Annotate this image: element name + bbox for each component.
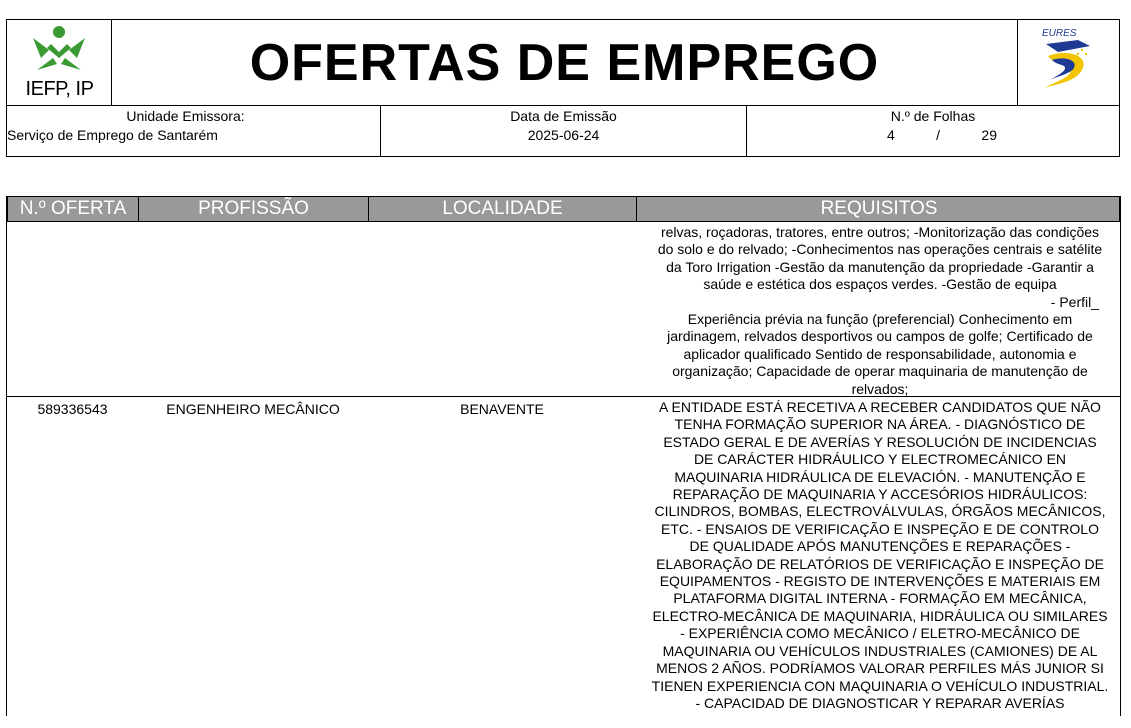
requisitos-line: saúde e estética dos espaços verdes. -Gestão de equipa [703,276,1057,293]
table-row [7,222,1120,397]
requisitos-line: A ENTIDADE ESTÁ RECETIVA A RECEBER CANDIDATOS QUE NÃO [659,399,1101,415]
requisitos-line: DE CARÁCTER HIDRÁULICO Y ELECTROMECÁNICO EN [693,451,1067,468]
requisitos-line: DE QUALIDADE APÓS MANUTENÇÕES E REPARAÇÕES - [689,538,1071,555]
requisitos-line: do solo e do relvado; -Conhecimentos nas operações centrais e satélite [657,241,1103,258]
requisitos-cell [641,399,1119,712]
table-row [7,397,1120,717]
metadata-row [7,105,1119,157]
numero-folhas-value [887,127,997,143]
folha-total: 29 [981,127,997,143]
unidade-emissora-cell [7,106,381,157]
requisitos-line: TENHA FORMAÇÃO SUPERIOR NA ÁREA. - DIAGNÓSTICO DE [674,416,1086,433]
numero-folhas-label: N.º de Folhas [890,108,976,124]
document-header [6,19,1120,157]
numero-folhas-cell [747,106,1119,157]
requisitos-line: EQUIPAMENTOS - REGISTO DE INTERVENÇÕES E MATERIAIS EM [659,573,1101,590]
unidade-emissora-label: Unidade Emissora: [126,108,245,124]
requisitos-line: - EXPERIÊNCIA COMO MECÂNICO / ELETRO-MECÂNICO DE [680,625,1080,642]
requisitos-line: CILINDROS, BOMBAS, ELECTROVÁLVULAS, ÓRGÃOS MECÂNICOS, [654,503,1106,520]
requisitos-line: Experiência prévia na função (preferencial) Conhecimento em [687,311,1073,328]
table-header [7,196,1120,222]
requisitos-line: PLATAFORMA DIGITAL INTERNA - FORMAÇÃO EM MECÂNICA, [673,590,1087,607]
data-emissao-cell [381,106,747,157]
folha-separator: / [936,127,941,143]
iefp-logo [7,20,112,105]
column-header-localidade: LOCALIDADE [369,197,637,221]
iefp-emblem-icon [27,24,91,78]
data-emissao-value: 2025-06-24 [527,127,600,143]
requisitos-line: REPARAÇÃO DE MAQUINARIA Y ACCESÓRIOS HIDRÁULICOS: [672,486,1088,503]
requisitos-line: ELABORAÇÃO DE RELATÓRIOS DE VERIFICAÇÃO E INSPEÇÃO DE [656,555,1104,572]
profissao-cell: ENGENHEIRO MECÂNICO [166,401,340,417]
requisitos-line: MAQUINARIA OU VEHÍCULOS INDUSTRIALES (CAMIONES) DE AL [662,642,1098,659]
column-header-requisitos: REQUISITOS [820,198,938,219]
requisitos-line: da Toro Irrigation -Gestão da manutenção da propriedade -Garantir a [666,258,1094,275]
data-emissao-label: Data de Emissão [510,108,617,124]
requisitos-line: organização; Capacidade de operar maquinaria de manutenção de [672,363,1088,380]
requisitos-line: TIENEN EXPERIENCIA CON MAQUINARIA O VEHÍCULO INDUSTRIAL. [651,677,1109,694]
column-header-profissao: PROFISSÃO [139,197,369,221]
requisitos-line: MAQUINARIA HIDRÁULICA DE ELEVACIÓN. - MANUTENÇÃO E [674,468,1086,485]
localidade-cell: BENAVENTE [460,401,544,417]
eures-emblem-icon [1038,26,1098,96]
unidade-emissora-value: Serviço de Emprego de Santarém [7,127,218,143]
eures-logo [1017,20,1119,105]
requisitos-line: - CAPACIDAD DE DIAGNOSTICAR Y REPARAR AVERÍAS [695,694,1065,711]
iefp-logo-text: IEFP, IP [25,78,94,100]
folha-atual: 4 [887,127,895,143]
page-title: OFERTAS DE EMPREGO [249,33,880,92]
requisitos-line: relvas, roçadoras, tratores, entre outros; -Monitorização das condições [660,224,1100,240]
requisitos-line: ELECTRO-MECÂNICA DE MAQUINARIA, HIDRÁULICA OU SIMILARES [652,607,1108,624]
requisitos-line: MENOS 2 AÑOS. PODRÍAMOS VALORAR PERFILES MÁS JUNIOR SI [656,660,1104,677]
requisitos-line: - Perfil_ [1050,293,1099,310]
eures-logo-text: EURES [1042,28,1077,39]
requisitos-line: relvados; [851,380,909,397]
requisitos-line: jardinagem, relvados desportivos ou campos de golfe; Certificado de [667,328,1093,345]
column-header-oferta: N.º OFERTA [8,197,139,221]
requisitos-cell [641,224,1119,398]
oferta-cell: 589336543 [37,401,108,417]
requisitos-line: ESTADO GERAL E DE AVERÍAS Y RESOLUCIÓN DE INCIDENCIAS [663,433,1097,450]
requisitos-line: ETC. - ENSAIOS DE VERIFICAÇÃO E INSPEÇÃO E DE CONTROLO [661,520,1099,537]
requisitos-line: aplicador qualificado Sentido de responsabilidade, autonomia e [683,345,1077,362]
ofertas-table [6,196,1121,716]
